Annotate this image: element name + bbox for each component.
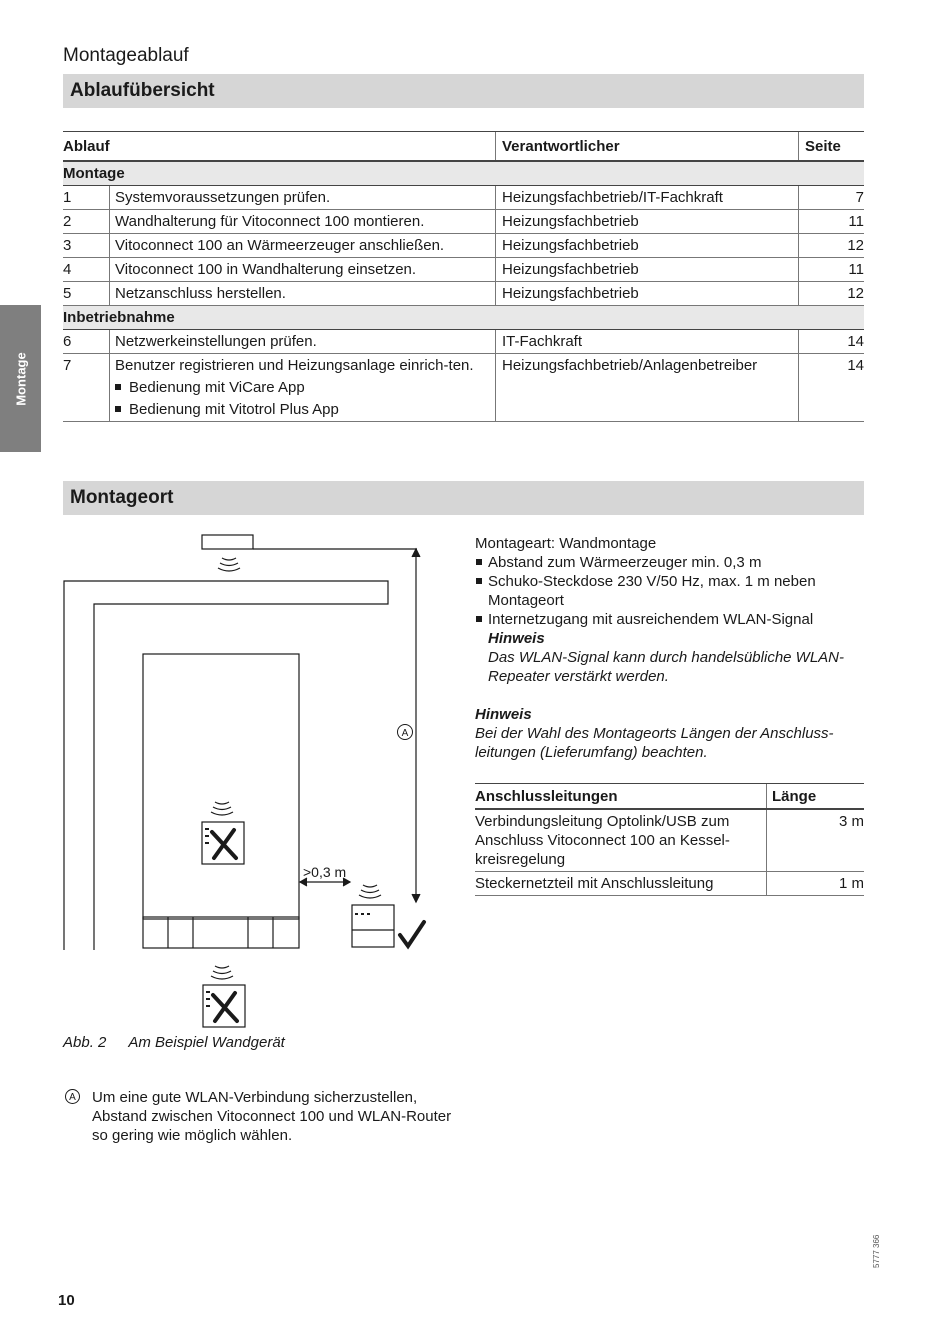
table-row — [63, 282, 864, 306]
step-task: Netzanschluss herstellen. — [110, 282, 496, 306]
step-responsible: Heizungsfachbetrieb — [496, 234, 799, 258]
list-item: Bedienung mit Vitotrol Plus App — [115, 400, 489, 419]
step-page: 11 — [799, 258, 865, 282]
cross-icon — [212, 830, 236, 858]
cable-name: Steckernetzteil mit Anschlussleitung — [475, 872, 767, 896]
step-task: Wandhalterung für Vitoconnect 100 montieren. — [110, 210, 496, 234]
mounting-diagram-svg — [60, 530, 440, 950]
table-row — [63, 234, 864, 258]
step-page: 11 — [799, 210, 865, 234]
cable-length: 3 m — [767, 809, 865, 872]
table-row — [63, 258, 864, 282]
step-number: 3 — [63, 234, 110, 258]
step-responsible: Heizungsfachbetrieb — [496, 282, 799, 306]
step-page: 14 — [799, 330, 865, 354]
step-task-cell — [110, 354, 496, 422]
table-row — [63, 186, 864, 210]
requirement-text: Internetzugang mit ausreichendem WLAN-Signal — [488, 611, 814, 628]
note-text: Das WLAN-Signal kann durch handelsübliche WLAN-Repeater verstärkt werden. — [488, 649, 845, 685]
table-row — [475, 872, 864, 896]
list-item: Schuko-Steckdose 230 V/50 Hz, max. 1 m neben Montageort — [475, 572, 865, 610]
note-text: Bei der Wahl des Montageorts Längen der Anschluss-leitungen (Lieferumfang) beachten. — [475, 725, 834, 761]
step-page: 14 — [799, 354, 865, 422]
step-number: 5 — [63, 282, 110, 306]
list-item: Bedienung mit ViCare App — [115, 378, 489, 397]
flow-header-resp: Verantwortlicher — [496, 132, 799, 162]
router-shape — [202, 535, 253, 549]
step-responsible: Heizungsfachbetrieb — [496, 210, 799, 234]
step-responsible: Heizungsfachbetrieb — [496, 258, 799, 282]
location-text — [475, 534, 865, 762]
cable-header-name: Anschlussleitungen — [475, 784, 767, 810]
wifi-icon — [218, 558, 240, 571]
chapter-title: Montageablauf — [63, 45, 189, 66]
step-responsible: Heizungsfachbetrieb/Anlagenbetreiber — [496, 354, 799, 422]
distance-marker: A — [401, 728, 409, 739]
figure-caption-number: Abb. 2 — [63, 1034, 107, 1051]
wifi-icon — [211, 802, 233, 815]
figure-caption — [63, 1034, 285, 1051]
step-task: Netzwerkeinstellungen prüfen. — [110, 330, 496, 354]
list-item: Abstand zum Wärmeerzeuger min. 0,3 m — [475, 553, 865, 572]
step-responsible: Heizungsfachbetrieb/IT-Fachkraft — [496, 186, 799, 210]
note-title: Hinweis — [475, 706, 532, 723]
table-row — [63, 330, 864, 354]
group-row — [63, 306, 864, 330]
table-row — [63, 210, 864, 234]
legend-text: Um eine gute WLAN-Verbindung sicherzustellen, Abstand zwischen Vitoconnect 100 und WLAN-Router so gering wie möglich wählen. — [92, 1089, 452, 1144]
cross-icon — [213, 993, 237, 1021]
group-title: Inbetriebnahme — [63, 306, 864, 330]
side-tab-label: Montage — [13, 351, 28, 406]
step-task: Benutzer registrieren und Heizungsanlage einrich-ten. — [115, 357, 474, 374]
flow-table — [63, 131, 864, 422]
cable-name: Verbindungsleitung Optolink/USB zum Anschluss Vitoconnect 100 an Kessel-kreisregelung — [475, 809, 767, 872]
table-row — [475, 809, 864, 872]
page-number: 10 — [58, 1292, 75, 1309]
table-row — [63, 354, 864, 422]
section-heading-location: Montageort — [63, 481, 864, 515]
step-number: 7 — [63, 354, 110, 422]
cable-header-length: Länge — [767, 784, 865, 810]
sub-list — [115, 378, 489, 419]
wifi-icon — [359, 885, 381, 898]
step-number: 1 — [63, 186, 110, 210]
device-wrong-lower — [200, 960, 250, 1030]
step-number: 6 — [63, 330, 110, 354]
note-title: Hinweis — [488, 630, 545, 647]
step-page: 7 — [799, 186, 865, 210]
step-page: 12 — [799, 234, 865, 258]
cable-table — [475, 783, 864, 896]
flow-header-ablauf: Ablauf — [63, 132, 496, 162]
step-task: Vitoconnect 100 in Wandhalterung einsetzen. — [110, 258, 496, 282]
boiler-shape — [143, 654, 299, 919]
step-responsible: IT-Fachkraft — [496, 330, 799, 354]
wall-shape — [64, 581, 388, 950]
list-item — [475, 610, 865, 686]
group-title: Montage — [63, 161, 864, 186]
requirements-list — [475, 553, 865, 686]
device-correct-shape — [352, 905, 394, 947]
check-icon — [400, 922, 424, 946]
legend-marker: A — [65, 1089, 80, 1104]
figure-legend — [63, 1088, 453, 1145]
step-page: 12 — [799, 282, 865, 306]
side-tab — [0, 305, 41, 452]
mounting-diagram — [60, 530, 440, 950]
group-row — [63, 161, 864, 186]
cable-length: 1 m — [767, 872, 865, 896]
step-number: 4 — [63, 258, 110, 282]
mount-type: Montageart: Wandmontage — [475, 535, 657, 552]
step-number: 2 — [63, 210, 110, 234]
step-task: Vitoconnect 100 an Wärmeerzeuger anschließen. — [110, 234, 496, 258]
figure-caption-text: Am Beispiel Wandgerät — [128, 1034, 285, 1051]
section-heading-overview: Ablaufübersicht — [63, 74, 864, 108]
flow-header-page: Seite — [799, 132, 865, 162]
document-id: 5777 366 — [872, 1234, 881, 1268]
step-task: Systemvoraussetzungen prüfen. — [110, 186, 496, 210]
distance-label: >0,3 m — [303, 864, 347, 880]
